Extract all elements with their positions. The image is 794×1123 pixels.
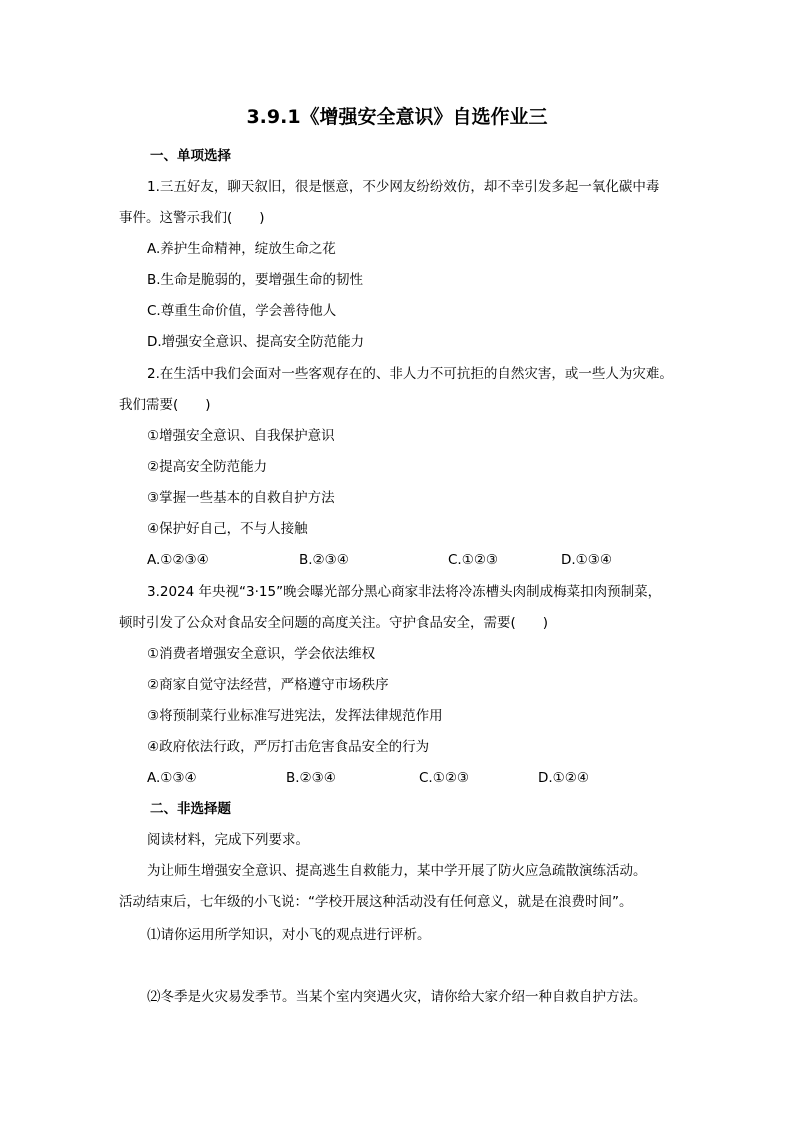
question-3-statement-3: ③将预制菜行业标准写进宪法，发挥法律规范作用 — [147, 708, 443, 724]
question-3-option-a: A.①③④ — [147, 770, 197, 786]
material-text-line-1: 为让师生增强安全意识、提高逃生自救能力，某中学开展了防火应急疏散演练活动。 — [147, 863, 647, 879]
question-2-statement-4: ④保护好自己，不与人接触 — [147, 521, 308, 537]
question-1-option-a: A.养护生命精神，绽放生命之花 — [147, 241, 336, 257]
question-3-option-b: B.②③④ — [286, 770, 336, 786]
question-3-statement-1: ①消费者增强安全意识，学会依法维权 — [147, 646, 376, 662]
question-3-statement-2: ②商家自觉守法经营，严格遵守市场秩序 — [147, 677, 389, 693]
reading-instruction: 阅读材料，完成下列要求。 — [147, 832, 309, 848]
question-3-statement-4: ④政府依法行政，严厉打击危害食品安全的行为 — [147, 739, 430, 755]
question-1-option-d: D.增强安全意识、提高安全防范能力 — [147, 334, 365, 350]
question-2-option-b: B.②③④ — [299, 552, 349, 568]
question-3-stem-continued: 顿时引发了公众对食品安全问题的高度关注。守护食品安全，需要( ) — [119, 615, 549, 631]
question-3-options-row — [147, 768, 707, 788]
question-2-option-d: D.①③④ — [561, 552, 612, 568]
question-3-option-c: C.①②③ — [419, 770, 470, 786]
question-2-options-row — [147, 550, 707, 570]
sub-question-1: ⑴请你运用所学知识，对小飞的观点进行评析。 — [147, 927, 431, 943]
question-2-statement-2: ②提高安全防范能力 — [147, 459, 268, 475]
question-2-option-c: C.①②③ — [448, 552, 499, 568]
question-3-stem: 3.2024 年央视“3·15”晚会曝光部分黑心商家非法将冷冻槽头肉制成梅菜扣肉预制菜， — [147, 584, 662, 600]
question-1-stem-continued: 事件。这警示我们( ) — [119, 210, 265, 226]
question-1-stem: 1.三五好友，聊天叙旧，很是惬意，不少网友纷纷效仿，却不幸引发多起一氧化碳中毒 — [147, 179, 660, 195]
question-2-statement-1: ①增强安全意识、自我保护意识 — [147, 428, 335, 444]
sub-question-2: ⑵冬季是火灾易发季节。当某个室内突遇火灾，请你给大家介绍一种自救自护方法。 — [147, 989, 647, 1005]
page-title: 3.9.1《增强安全意识》自选作业三 — [246, 106, 548, 128]
question-2-option-a: A.①②③④ — [147, 552, 209, 568]
section-heading-single-choice: 一、单项选择 — [150, 148, 231, 164]
question-1-option-b: B.生命是脆弱的，要增强生命的韧性 — [147, 272, 364, 288]
question-2-stem: 2.在生活中我们会面对一些客观存在的、非人力不可抗拒的自然灾害，或一些人为灾难。 — [147, 366, 673, 382]
question-3-option-d: D.①②④ — [538, 770, 589, 786]
question-2-statement-3: ③掌握一些基本的自救自护方法 — [147, 490, 335, 506]
section-heading-non-choice: 二、非选择题 — [150, 801, 231, 817]
question-2-stem-continued: 我们需要( ) — [119, 397, 211, 413]
question-1-option-c: C.尊重生命价值，学会善待他人 — [147, 303, 337, 319]
material-text-line-2: 活动结束后，七年级的小飞说：“学校开展这种活动没有任何意义，就是在浪费时间”。 — [119, 894, 633, 910]
